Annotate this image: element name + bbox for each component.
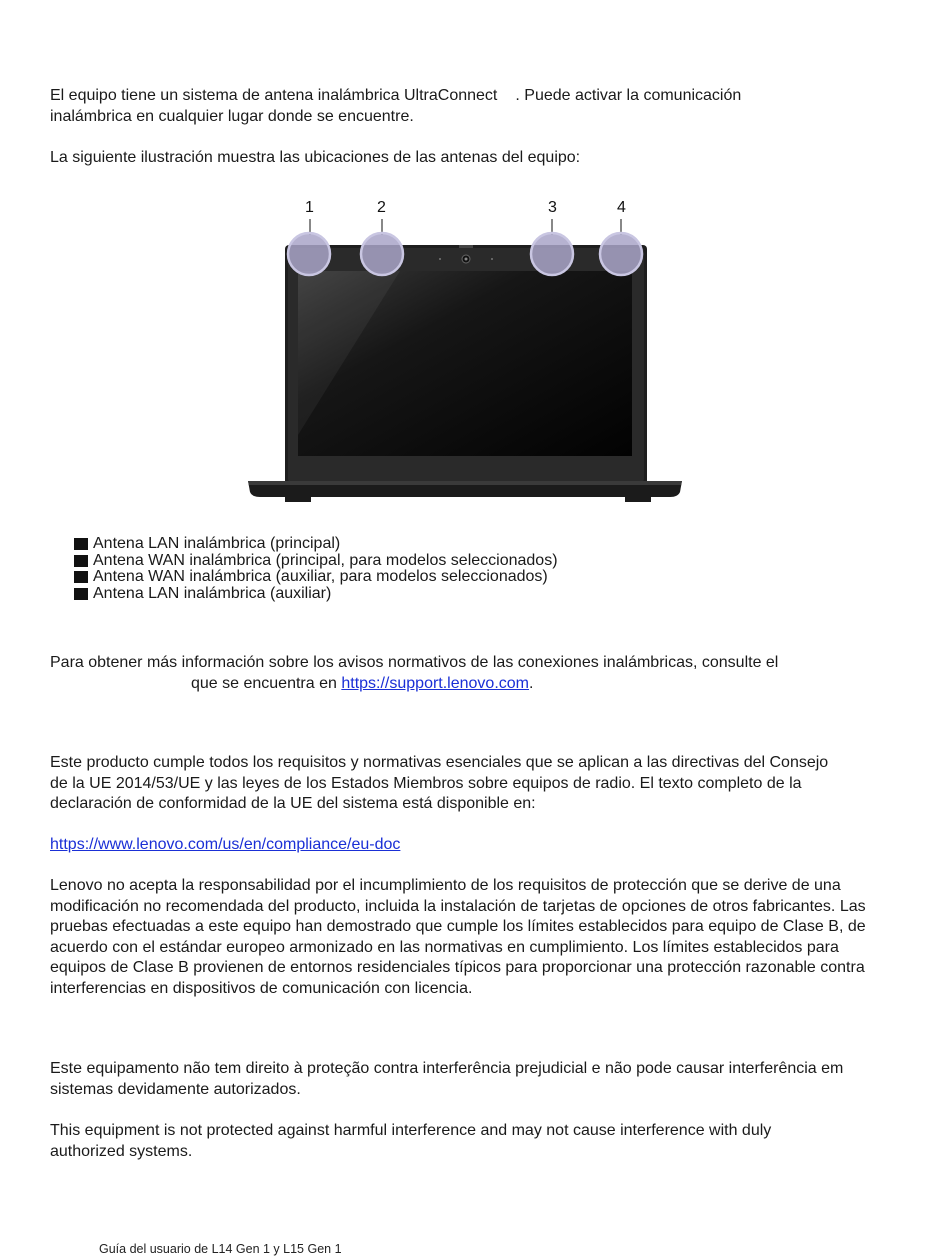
intro-line1-a: El equipo tiene un sistema de antena inalámbrica UltraConnect [50, 87, 498, 104]
regulatory-line2-prefix: que se encuentra en [191, 674, 342, 692]
legend-item: Antena LAN inalámbrica (auxiliar) [74, 586, 558, 603]
laptop-drawing [240, 195, 690, 515]
legend-square-icon [74, 571, 88, 583]
antenna-2 [361, 233, 403, 275]
callout-1: 1 [305, 199, 314, 216]
callout-2: 2 [377, 199, 386, 216]
brazil-notice-pt: Este equipamento não tem direito à proteção contra interferência prejudicial e não pode causar interferência em sistemas devidamente autorizados. [50, 1060, 844, 1098]
support-link[interactable]: https://support.lenovo.com [341, 674, 529, 692]
antenna-3 [531, 233, 573, 275]
legend-item: Antena WAN inalámbrica (auxiliar, para modelos seleccionados) [74, 569, 558, 586]
legend-square-icon [74, 555, 88, 567]
eu-compliance-paragraph: Este producto cumple todos los requisitos y normativas esenciales que se aplican a las directivas del Consejo de la UE 2014/53/UE y las leyes de los Estados Miembros sobre equipos de radio. El texto completo de la declaración de conformidad de la UE del sistema está disponible en: [50, 754, 829, 812]
legend-item: Antena LAN inalámbrica (principal) [74, 536, 558, 553]
intro-paragraph [50, 86, 900, 127]
antenna-1 [288, 233, 330, 275]
page-footer: Guía del usuario de L14 Gen 1 y L15 Gen 1 [99, 1242, 342, 1256]
legend-square-icon [74, 538, 88, 550]
antenna-4 [600, 233, 642, 275]
intro-line1-b: . Puede activar la comunicación [515, 87, 742, 104]
legend-item: Antena WAN inalámbrica (principal, para modelos seleccionados) [74, 553, 558, 570]
legend-square-icon [74, 588, 88, 600]
regulatory-line1: Para obtener más información sobre los avisos normativos de las conexiones inalámbricas, consulte el [50, 654, 779, 671]
regulatory-paragraph: Para obtener más información sobre los avisos normativos de las conexiones inalámbricas, consulte el que se encuentra en https://support.lenovo.com. [50, 654, 779, 692]
laptop-antenna-illustration [240, 195, 690, 515]
illustration-caption: La siguiente ilustración muestra las ubicaciones de las antenas del equipo: [50, 149, 581, 166]
eu-responsibility-paragraph: Lenovo no acepta la responsabilidad por el incumplimiento de los requisitos de protección que se derive de una modificación no recomendada del producto, incluida la instalación de tarjetas de opciones de otros fabricantes. Las pruebas efectuadas a este equipo han demostrado que cumple los límites establecidos para equipo de Clase B, de acuerdo con el estándar europeo armonizado en las normativas en cumplimiento. Los límites establecidos para equipos de Clase B provienen de entornos residenciales típicos para proporcionar una protección razonable contra interferencias en dispositivos de comunicación con licencia. [50, 877, 866, 997]
brazil-notice-en: This equipment is not protected against harmful interference and may not cause interference with duly authorized systems. [50, 1122, 772, 1160]
callout-3: 3 [548, 199, 557, 216]
callout-4: 4 [617, 199, 626, 216]
eu-doc-link-paragraph [50, 835, 900, 856]
eu-doc-link[interactable]: https://www.lenovo.com/us/en/compliance/eu-doc [50, 836, 401, 853]
intro-line2: inalámbrica en cualquier lugar donde se encuentre. [50, 107, 414, 125]
antenna-legend [74, 536, 558, 602]
